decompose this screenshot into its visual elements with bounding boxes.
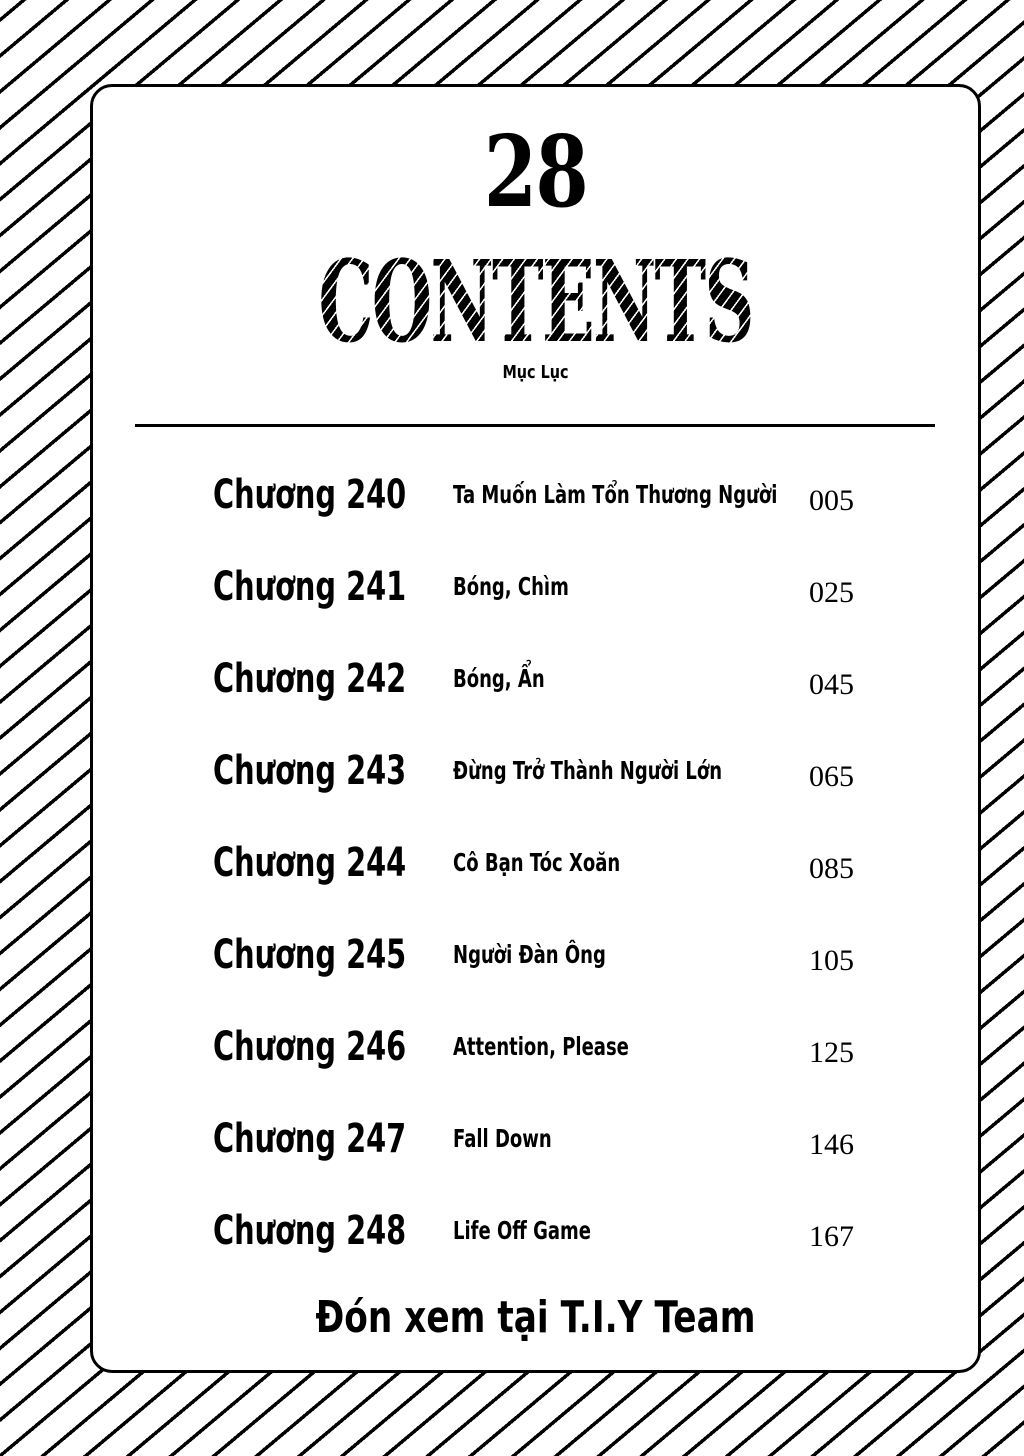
toc-entry[interactable] [93, 839, 978, 899]
page-title: CONTENTS [261, 247, 810, 359]
page-subtitle: Mục Lục [502, 362, 569, 383]
header-divider [135, 424, 935, 427]
chapter-number: Chương 247 [213, 1116, 407, 1162]
chapter-title: Attention, Please [453, 1032, 629, 1061]
page-number: 105 [809, 944, 854, 977]
chapter-title: Bóng, Chìm [453, 572, 569, 601]
toc-entry[interactable] [93, 931, 978, 991]
toc-entry[interactable] [93, 1207, 978, 1267]
page-number: 125 [809, 1036, 854, 1069]
toc-entry[interactable] [93, 1023, 978, 1083]
chapter-title: Cô Bạn Tóc Xoăn [453, 848, 621, 877]
toc-entry[interactable] [93, 471, 978, 531]
chapter-number: Chương 246 [213, 1024, 407, 1070]
footer-note: Đón xem tại T.I.Y Team [315, 1292, 756, 1343]
page-number: 065 [809, 760, 854, 793]
chapter-number: Chương 245 [213, 932, 407, 978]
page-number: 005 [809, 484, 854, 517]
toc-entry[interactable] [93, 1115, 978, 1175]
chapter-number: Chương 243 [213, 748, 407, 794]
chapter-title: Fall Down [453, 1124, 552, 1153]
page-number: 085 [809, 852, 854, 885]
page-number: 167 [809, 1220, 854, 1253]
page-number: 025 [809, 576, 854, 609]
chapter-title: Life Off Game [453, 1216, 591, 1245]
toc-entry[interactable] [93, 655, 978, 715]
chapter-title: Bóng, Ẩn [453, 664, 545, 693]
chapter-title: Đừng Trở Thành Người Lớn [453, 756, 723, 785]
chapter-number: Chương 248 [213, 1208, 407, 1254]
chapter-number: Chương 244 [213, 840, 407, 886]
volume-number: 28 [483, 115, 588, 230]
toc-entry[interactable] [93, 563, 978, 623]
chapter-number: Chương 242 [213, 656, 407, 702]
chapter-title: Người Đàn Ông [453, 940, 606, 969]
contents-panel [90, 84, 981, 1373]
chapter-number: Chương 241 [213, 564, 407, 610]
page-number: 045 [809, 668, 854, 701]
chapter-number: Chương 240 [213, 472, 407, 518]
page-number: 146 [809, 1128, 854, 1161]
toc-entry[interactable] [93, 747, 978, 807]
chapter-title: Ta Muốn Làm Tổn Thương Người [453, 480, 778, 509]
